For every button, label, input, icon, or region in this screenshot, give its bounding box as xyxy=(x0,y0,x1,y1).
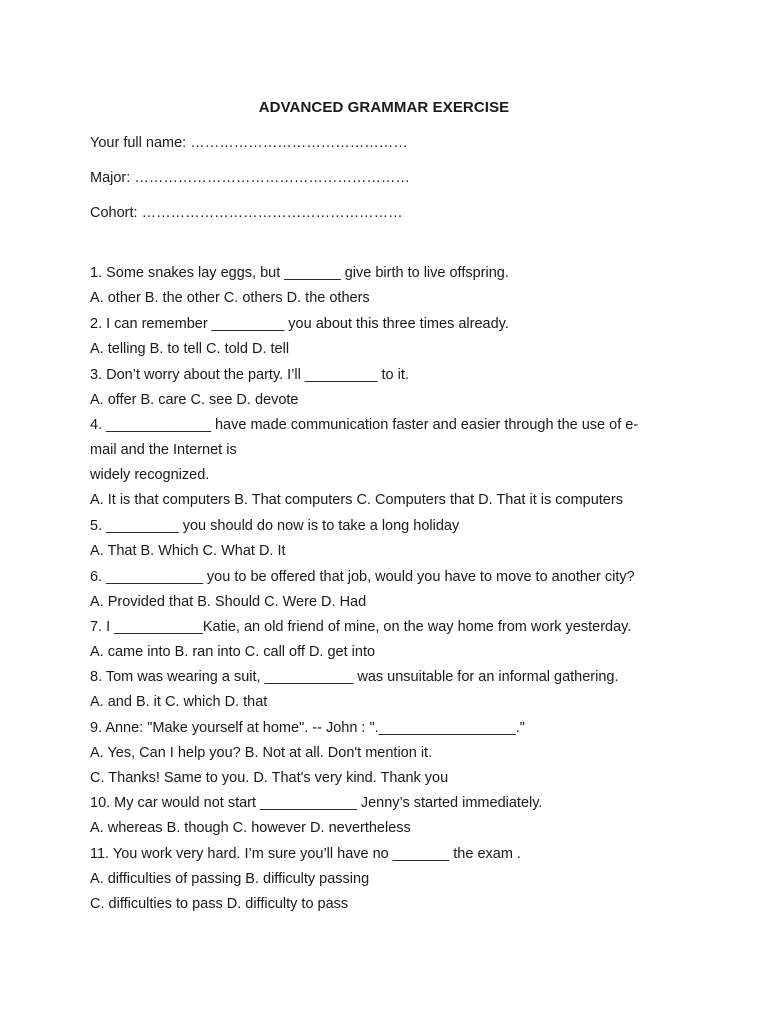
options-1: A. other B. the other C. others D. the others xyxy=(90,290,370,306)
question-6: 6. ____________ you to be offered that job, would you have to move to another city? xyxy=(90,569,635,585)
page-title: ADVANCED GRAMMAR EXERCISE xyxy=(258,99,510,116)
question-1: 1. Some snakes lay eggs, but _______ give birth to live offspring. xyxy=(90,265,509,281)
cohort-field: Cohort: ……………………………………………… xyxy=(90,205,403,221)
question-9: 9. Anne: "Make yourself at home". -- John : "._________________." xyxy=(90,720,525,736)
question-4-line-3: widely recognized. xyxy=(90,467,210,483)
major-field: Major: ………………………………………………… xyxy=(90,170,410,186)
question-5: 5. _________ you should do now is to take a long holiday xyxy=(90,518,460,534)
options-8: A. and B. it C. which D. that xyxy=(90,694,268,710)
options-2: A. telling B. to tell C. told D. tell xyxy=(90,341,290,357)
options-4: A. It is that computers B. That computers C. Computers that D. That it is computers xyxy=(90,492,623,508)
question-2: 2. I can remember _________ you about this three times already. xyxy=(90,316,509,332)
question-8: 8. Tom was wearing a suit, ___________ was unsuitable for an informal gathering. xyxy=(90,669,619,685)
options-7: A. came into B. ran into C. call off D. get into xyxy=(90,644,376,660)
question-10: 10. My car would not start ____________ Jenny’s started immediately. xyxy=(90,795,543,811)
question-4: 4. _____________ have made communication faster and easier through the use of e- xyxy=(90,417,639,433)
options-6: A. Provided that B. Should C. Were D. Had xyxy=(90,594,367,610)
question-11: 11. You work very hard. I’m sure you’ll have no _______ the exam . xyxy=(90,846,521,862)
options-10: A. whereas B. though C. however D. nevertheless xyxy=(90,820,411,836)
question-3: 3. Don’t worry about the party. I’ll _________ to it. xyxy=(90,367,409,383)
options-11-a-b: A. difficulties of passing B. difficulty passing xyxy=(90,871,370,887)
options-11-c-d: C. difficulties to pass D. difficulty to pass xyxy=(90,896,349,912)
options-5: A. That B. Which C. What D. It xyxy=(90,543,286,559)
question-7: 7. I ___________Katie, an old friend of mine, on the way home from work yesterday. xyxy=(90,619,632,635)
question-4-line-2: mail and the Internet is xyxy=(90,442,237,458)
options-9-c-d: C. Thanks! Same to you. D. That's very kind. Thank you xyxy=(90,770,449,786)
options-3: A. offer B. care C. see D. devote xyxy=(90,392,299,408)
full-name-field: Your full name: ……………………………………… xyxy=(90,135,408,151)
options-9-a-b: A. Yes, Can I help you? B. Not at all. Don't mention it. xyxy=(90,745,433,761)
